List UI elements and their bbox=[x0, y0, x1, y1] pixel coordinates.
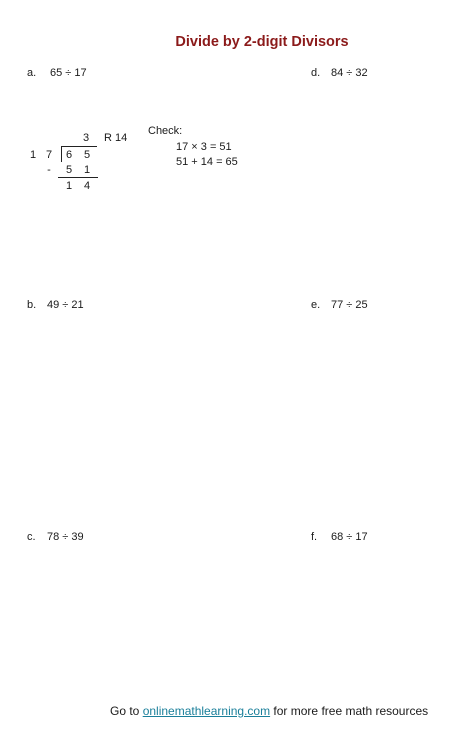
check-line-2: 51 + 14 = 65 bbox=[176, 156, 238, 168]
footer bbox=[110, 704, 428, 718]
remainder: R 14 bbox=[104, 132, 128, 144]
minus-sign: - bbox=[47, 164, 51, 176]
problem-expression: 84 ÷ 32 bbox=[331, 67, 368, 79]
quotient-digit: 3 bbox=[82, 132, 90, 144]
check-line-1: 17 × 3 = 51 bbox=[176, 141, 232, 153]
footer-prefix: Go to bbox=[110, 704, 143, 718]
problem-label: b. bbox=[27, 299, 37, 311]
problem-c bbox=[27, 531, 84, 543]
problem-label: c. bbox=[27, 531, 36, 543]
difference-digit: 1 bbox=[65, 180, 73, 192]
difference-digit: 4 bbox=[83, 180, 91, 192]
division-bar bbox=[61, 146, 97, 147]
footer-suffix: for more free math resources bbox=[270, 704, 429, 718]
product-digit: 5 bbox=[65, 164, 73, 176]
problem-label: d. bbox=[311, 67, 321, 79]
dividend-digit: 5 bbox=[83, 149, 91, 161]
problem-expression: 77 ÷ 25 bbox=[331, 299, 368, 311]
problem-expression: 78 ÷ 39 bbox=[47, 531, 84, 543]
problem-label: f. bbox=[311, 531, 318, 543]
subtraction-line bbox=[58, 177, 98, 178]
problem-label: a. bbox=[27, 67, 37, 79]
dividend-digit: 6 bbox=[65, 149, 73, 161]
problem-expression: 68 ÷ 17 bbox=[331, 531, 368, 543]
problem-f bbox=[311, 531, 368, 543]
page-title: Divide by 2-digit Divisors bbox=[175, 34, 349, 50]
check-heading: Check: bbox=[148, 125, 183, 137]
footer-link[interactable]: onlinemathlearning.com bbox=[142, 704, 271, 718]
problem-d bbox=[311, 67, 368, 79]
problem-expression: 65 ÷ 17 bbox=[50, 67, 87, 79]
problem-a bbox=[27, 67, 87, 79]
problem-b bbox=[27, 299, 84, 311]
divisor-digit: 1 bbox=[29, 149, 37, 161]
problem-e bbox=[311, 299, 368, 311]
problem-label: e. bbox=[311, 299, 321, 311]
divisor-digit: 7 bbox=[45, 149, 53, 161]
product-digit: 1 bbox=[83, 164, 91, 176]
problem-expression: 49 ÷ 21 bbox=[47, 299, 84, 311]
